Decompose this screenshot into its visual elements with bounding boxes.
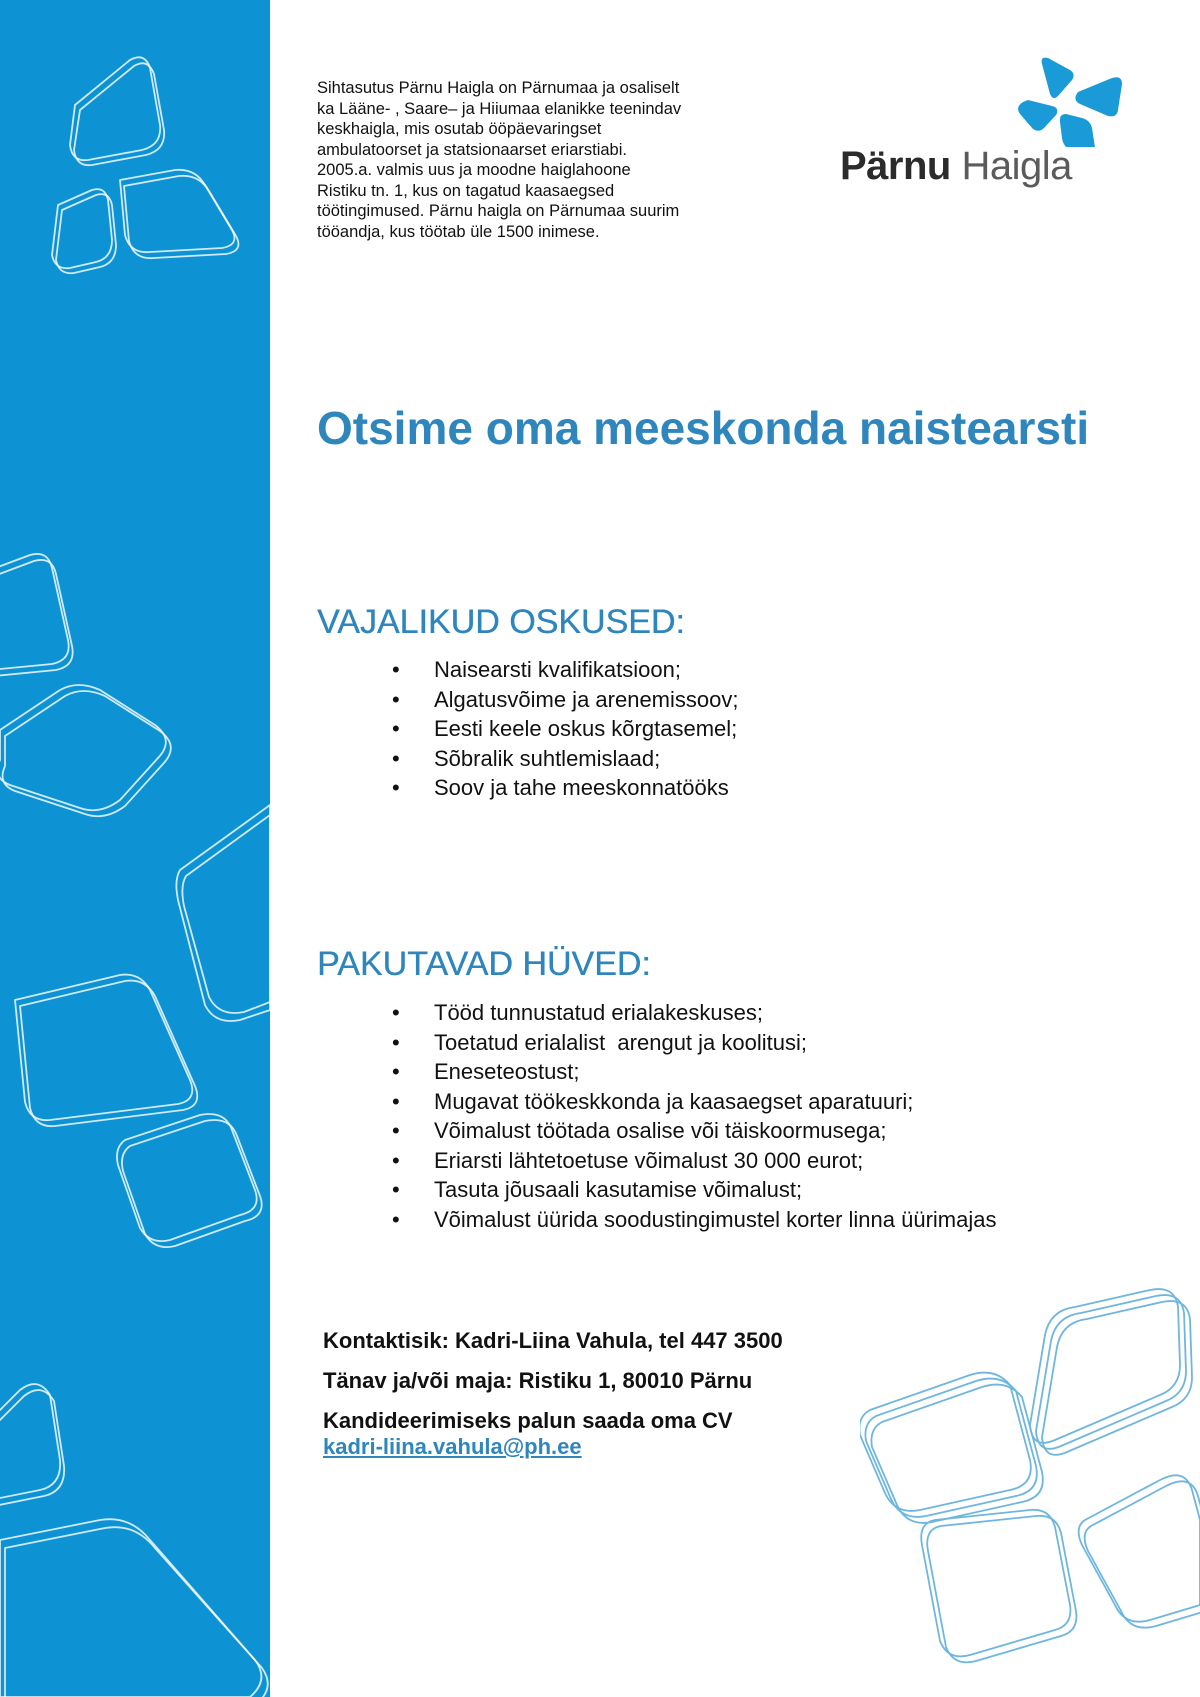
intro-line: Ristiku tn. 1, kus on tagatud kaasaegsed xyxy=(317,181,615,200)
list-item xyxy=(390,1116,997,1146)
intro-line: Sihtasutus Pärnu Haigla on Pärnumaa ja osaliselt xyxy=(317,79,680,97)
bullet-icon: • xyxy=(392,1177,400,1202)
bullet-icon: • xyxy=(392,775,400,800)
bullet-icon: • xyxy=(392,1000,400,1025)
intro-line: keskhaigla, mis osutab ööpäevaringset xyxy=(317,120,602,138)
list-item-text: Võimalust üürida soodustingimustel korter linna üürimajas xyxy=(434,1206,997,1232)
list-item-text: Mugavat töökeskkonda ja kaasaegset aparatuuri; xyxy=(434,1088,914,1114)
bullet-icon: • xyxy=(392,1059,400,1084)
list-item xyxy=(390,1057,997,1087)
list-item-text: Toetatud erialalist arengut ja koolitusi; xyxy=(434,1029,807,1055)
skills-heading: VAJALIKUD OSKUSED: xyxy=(317,603,685,641)
list-item xyxy=(390,655,738,685)
list-item-text: Võimalust töötada osalise või täiskoormusega; xyxy=(434,1118,887,1143)
contact-block xyxy=(323,1328,783,1460)
bullet-icon: • xyxy=(392,1147,400,1173)
contact-address: Tänav ja/või maja: Ristiku 1, 80010 Pärnu xyxy=(323,1368,753,1393)
logo-word-haigla: Haigla xyxy=(961,144,1072,188)
list-item-text: Sõbralik suhtlemislaad; xyxy=(434,745,661,771)
list-item xyxy=(390,1205,997,1235)
parnu-haigla-logo xyxy=(830,52,1150,202)
list-item-text: Tööd tunnustatud erialakeskuses; xyxy=(434,1000,763,1025)
contact-email-link[interactable]: kadri-liina.vahula@ph.ee xyxy=(323,1434,582,1459)
list-item xyxy=(390,1146,997,1176)
list-item-text: Tasuta jõusaali kasutamise võimalust; xyxy=(434,1177,803,1202)
skills-list xyxy=(390,655,738,803)
list-item xyxy=(390,1087,997,1117)
contact-person: Kontaktisik: Kadri-Liina Vahula, tel 447 3500 xyxy=(323,1328,783,1353)
list-item xyxy=(390,773,738,803)
contact-apply-text: Kandideerimiseks palun saada oma CV xyxy=(323,1408,733,1433)
sidebar-band xyxy=(0,0,270,1697)
intro-paragraph xyxy=(317,78,737,242)
list-item xyxy=(390,1028,997,1058)
list-item xyxy=(390,998,997,1028)
list-item-text: Eneseteostust; xyxy=(434,1059,580,1084)
intro-line: ka Lääne- , Saare– ja Hiiumaa elanikke teenindav xyxy=(317,99,682,118)
bullet-icon: • xyxy=(392,1206,400,1232)
list-item-text: Soov ja tahe meeskonnatööks xyxy=(434,775,729,800)
bullet-icon: • xyxy=(392,745,400,771)
list-item-text: Eriarsti lähtetoetuse võimalust 30 000 eurot; xyxy=(434,1147,864,1173)
intro-line: 2005.a. valmis uus ja moodne haiglahoone xyxy=(317,161,631,179)
bullet-icon: • xyxy=(392,657,400,682)
bullet-icon: • xyxy=(392,716,400,741)
bullet-icon: • xyxy=(392,1029,400,1055)
bullet-icon: • xyxy=(392,1088,400,1114)
logo-word-parnu: Pärnu xyxy=(840,144,951,188)
intro-line: töötingimused. Pärnu haigla on Pärnumaa suurim xyxy=(317,202,680,220)
list-item-text: Eesti keele oskus kõrgtasemel; xyxy=(434,716,738,741)
intro-line: ambulatoorset ja statsionaarset eriarstiabi. xyxy=(317,140,627,159)
intro-line: tööandja, kus töötab üle 1500 inimese. xyxy=(317,222,600,241)
logo-wordmark xyxy=(840,144,1072,188)
benefits-heading: PAKUTAVAD HÜVED: xyxy=(317,945,651,983)
list-item xyxy=(390,744,738,774)
bullet-icon: • xyxy=(392,686,400,712)
decorative-outline-shapes xyxy=(0,0,270,1697)
list-item-text: Naisearsti kvalifikatsioon; xyxy=(434,657,681,682)
clover-icon xyxy=(830,52,1150,147)
list-item xyxy=(390,685,738,715)
list-item xyxy=(390,1175,997,1205)
benefits-list xyxy=(390,998,997,1234)
list-item xyxy=(390,714,738,744)
list-item-text: Algatusvõime ja arenemissoov; xyxy=(434,686,739,712)
bullet-icon: • xyxy=(392,1118,400,1143)
page-title: Otsime oma meeskonda naistearsti xyxy=(317,402,1090,454)
decorative-outline-shapes-right xyxy=(860,1275,1200,1697)
